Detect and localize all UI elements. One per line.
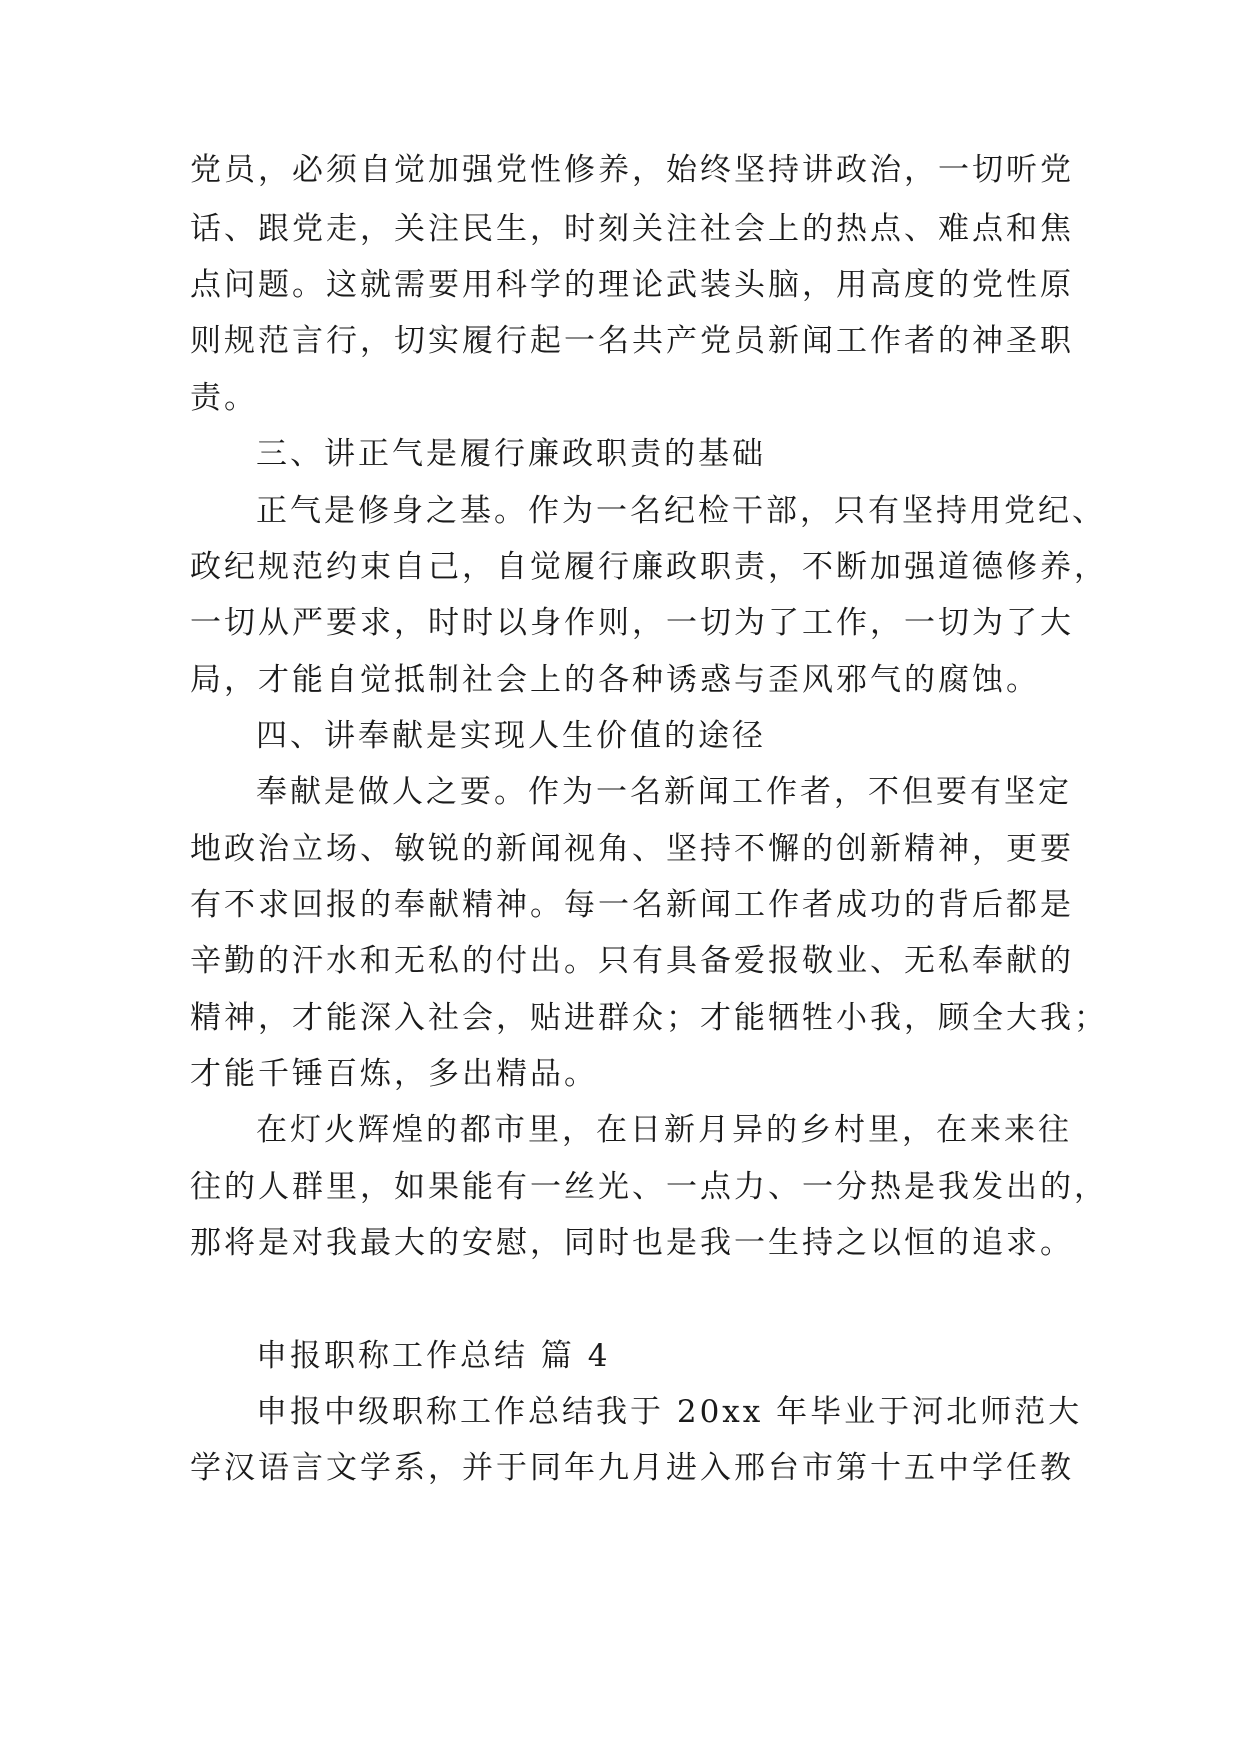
text-line: 辛勤的汗水和无私的付出。只有具备爱报敬业、无私奉献的 xyxy=(190,943,1074,979)
text-line: 申报职称工作总结 篇 4 xyxy=(256,1338,611,1374)
text-line: 点问题。这就需要用科学的理论武装头脑，用高度的党性原 xyxy=(190,267,1074,303)
text-line: 三、讲正气是履行廉政职责的基础 xyxy=(256,436,766,472)
text-line: 政纪规范约束自己，自觉履行廉政职责，不断加强道德修养， xyxy=(190,549,1108,585)
text-line: 往的人群里，如果能有一丝光、一点力、一分热是我发出的， xyxy=(190,1169,1108,1205)
text-line: 精神，才能深入社会，贴进群众；才能牺牲小我，顾全大我； xyxy=(190,1000,1108,1036)
text-line: 党员，必须自觉加强党性修养，始终坚持讲政治，一切听党 xyxy=(190,152,1074,188)
text-line: 申报中级职称工作总结我于 20xx 年毕业于河北师范大 xyxy=(256,1394,1083,1430)
text-line: 局，才能自觉抵制社会上的各种诱惑与歪风邪气的腐蚀。 xyxy=(190,662,1040,698)
text-line: 则规范言行，切实履行起一名共产党员新闻工作者的神圣职 xyxy=(190,323,1074,359)
text-line: 奉献是做人之要。作为一名新闻工作者，不但要有坚定 xyxy=(256,774,1072,810)
text-line: 在灯火辉煌的都市里，在日新月异的乡村里，在来来往 xyxy=(256,1112,1072,1148)
text-line: 地政治立场、敏锐的新闻视角、坚持不懈的创新精神，更要 xyxy=(190,831,1074,867)
text-line: 学汉语言文学系，并于同年九月进入邢台市第十五中学任教 xyxy=(190,1450,1074,1486)
text-line: 那将是对我最大的安慰，同时也是我一生持之以恒的追求。 xyxy=(190,1225,1074,1261)
text-line: 责。 xyxy=(190,380,258,416)
text-line: 才能千锤百炼，多出精品。 xyxy=(190,1056,598,1092)
text-line: 话、跟党走，关注民生，时刻关注社会上的热点、难点和焦 xyxy=(190,211,1074,247)
text-line: 四、讲奉献是实现人生价值的途径 xyxy=(256,718,766,754)
text-line: 有不求回报的奉献精神。每一名新闻工作者成功的背后都是 xyxy=(190,887,1074,923)
text-line: 一切从严要求，时时以身作则，一切为了工作，一切为了大 xyxy=(190,605,1074,641)
text-line: 正气是修身之基。作为一名纪检干部，只有坚持用党纪、 xyxy=(256,493,1106,529)
